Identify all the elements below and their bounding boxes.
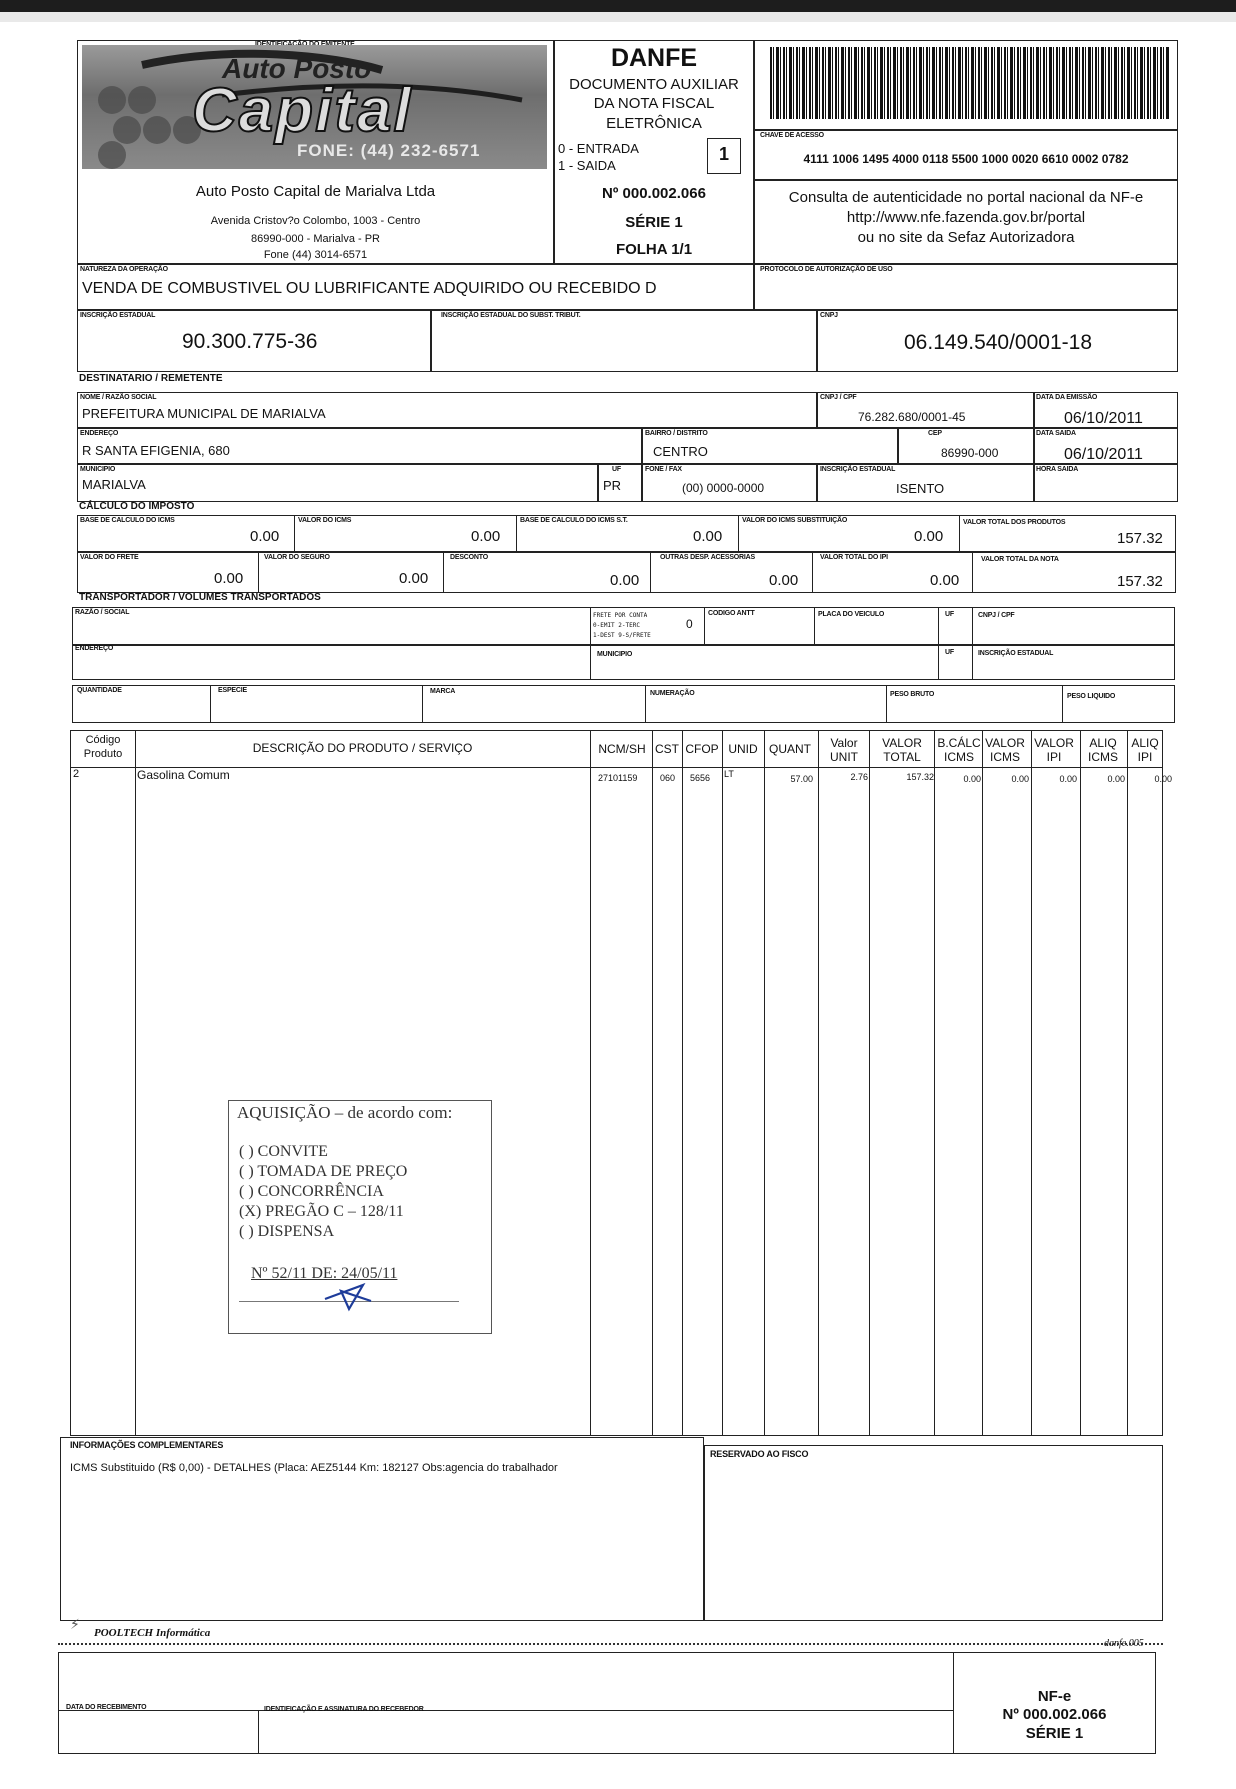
produtos-header-line xyxy=(70,767,1163,768)
destinatario-section: DESTINATARIO / REMETENTE xyxy=(79,373,223,384)
dest-cnpj-label: CNPJ / CPF xyxy=(820,394,857,401)
transportador-section: TRANSPORTADOR / VOLUMES TRANSPORTADOS xyxy=(79,592,321,603)
stamp-title: AQUISIÇÃO – de acordo com: xyxy=(237,1103,453,1122)
imposto-div-2 xyxy=(516,515,517,552)
seguro-label: VALOR DO SEGURO xyxy=(264,554,330,561)
dest-fone-label: FONE / FAX xyxy=(645,466,682,473)
row-ncm: 27101159 xyxy=(598,773,638,783)
stamp-tomada: ( ) TOMADA DE PREÇO xyxy=(239,1163,408,1180)
canhoto-div-1 xyxy=(258,1710,259,1754)
imposto-div-4 xyxy=(959,515,960,552)
produtos-col-separator xyxy=(818,730,819,1436)
stamp-dispensa: ( ) DISPENSA xyxy=(239,1223,335,1240)
dest-emissao: 06/10/2011 xyxy=(1064,410,1143,427)
total-prod: 157.32 xyxy=(1117,530,1163,547)
dest-nome: PREFEITURA MUNICIPAL DE MARIALVA xyxy=(82,406,326,421)
produtos-col-separator xyxy=(764,730,765,1436)
razao-label: RAZÃO / SOCIAL xyxy=(75,609,130,616)
imposto-div-1 xyxy=(294,515,295,552)
imposto-div-3 xyxy=(738,515,739,552)
peso-bruto-label: PESO BRUTO xyxy=(890,691,935,698)
danfe-tipo: 1 xyxy=(718,144,729,164)
emitente-name: Auto Posto Capital de Marialva Ltda xyxy=(195,183,436,200)
row-bcalc-icms: 0.00 xyxy=(963,774,981,784)
dest-cep-label: CEP xyxy=(928,430,942,437)
danfe-title: DANFE xyxy=(610,44,698,72)
produtos-col-separator xyxy=(652,730,653,1436)
transp-municipio-label: MUNICIPIO xyxy=(597,651,633,658)
frete-conta-line1: FRETE POR CONTA xyxy=(593,612,648,619)
consulta-line3: ou no site da Sefaz Autorizadora xyxy=(857,229,1075,246)
chave-label: CHAVE DE ACESSO xyxy=(760,132,824,139)
desconto: 0.00 xyxy=(610,572,640,589)
imposto-div-7 xyxy=(650,552,651,593)
col-header-valor-total: VALOR TOTAL xyxy=(882,736,922,764)
danfe-saida: 1 - SAIDA xyxy=(558,158,616,173)
col-header-unid: UNID xyxy=(728,742,758,756)
barcode xyxy=(770,47,1170,119)
row-descricao: Gasolina Comum xyxy=(137,768,230,782)
imposto-div-9 xyxy=(972,552,973,593)
subst-box xyxy=(431,310,817,372)
dest-cep: 86990-000 xyxy=(941,446,999,460)
info-text: ICMS Substituido (R$ 0,00) - DETALHES (Placa: AEZ5144 Km: 182127 Obs:agencia do trabalhador xyxy=(70,1462,558,1474)
subst-label: INSCRIÇÃO ESTADUAL DO SUBST. TRIBUT. xyxy=(441,312,581,319)
danfe-folha: FOLHA 1/1 xyxy=(615,241,693,258)
transp-uf2-label: UF xyxy=(945,649,954,656)
imposto-section: CÁLCULO DO IMPOSTO xyxy=(79,501,195,512)
row-cfop: 5656 xyxy=(690,773,711,783)
produtos-col-separator xyxy=(135,730,136,1436)
col-header-ncm: NCM/SH xyxy=(598,742,646,756)
transp-div-8 xyxy=(972,645,973,680)
canhoto-data-label: DATA DO RECEBIMENTO xyxy=(66,1704,147,1711)
consulta-line2: http://www.nfe.fazenda.gov.br/portal xyxy=(846,209,1086,226)
pooltech-label: POOLTECH Informática xyxy=(94,1627,211,1639)
produtos-col-separator xyxy=(722,730,723,1436)
produtos-col-separator xyxy=(982,730,983,1436)
danfe-serie: SÉRIE 1 xyxy=(625,214,683,231)
reservado-label: RESERVADO AO FISCO xyxy=(710,1449,809,1459)
numeracao-label: NUMERAÇÃO xyxy=(650,690,695,697)
antt-label: CODIGO ANTT xyxy=(708,610,755,617)
emitente-address: Avenida Cristov?o Colombo, 1003 - Centro xyxy=(210,215,421,227)
stamp-convite: ( ) CONVITE xyxy=(239,1143,328,1160)
col-header-codigo: Código Produto xyxy=(83,734,123,760)
valor-st-label: VALOR DO ICMS SUBSTITUIÇÃO xyxy=(742,517,848,524)
produtos-col-separator xyxy=(1031,730,1032,1436)
dest-endereco: R SANTA EFIGENIA, 680 xyxy=(82,443,230,458)
base-icms-label: BASE DE CALCULO DO ICMS xyxy=(80,517,175,524)
company-logo xyxy=(82,45,547,169)
base-st-label: BASE DE CALCULO DO ICMS S.T. xyxy=(520,517,628,524)
dest-saida-label: DATA SAIDA xyxy=(1036,430,1076,437)
transp-div-4 xyxy=(938,607,939,645)
cut-line xyxy=(58,1643,1163,1645)
col-header-aliq-icms: ALIQ ICMS xyxy=(1088,736,1118,764)
transp-uf-label: UF xyxy=(945,611,954,618)
row-valor-ipi: 0.00 xyxy=(1059,774,1077,784)
frete-label: VALOR DO FRETE xyxy=(80,554,139,561)
seguro: 0.00 xyxy=(399,570,429,587)
danfe-subtitle-2: DA NOTA FISCAL xyxy=(593,95,715,112)
danfe-code: danfe.005 xyxy=(1104,1638,1144,1649)
inscricao-value: 90.300.775-36 xyxy=(182,330,318,353)
frete: 0.00 xyxy=(214,570,244,587)
transp-cnpj-label: CNPJ / CPF xyxy=(978,612,1015,619)
dest-uf: PR xyxy=(603,478,622,493)
stamp-pregao: (X) PREGÃO C – 128/11 xyxy=(239,1203,404,1220)
total-nota: 157.32 xyxy=(1117,573,1163,590)
dest-municipio: MARIALVA xyxy=(82,477,146,492)
dest-municipio-label: MUNICIPIO xyxy=(80,466,116,473)
row-cst: 060 xyxy=(660,773,676,783)
row-valor-total: 157.32 xyxy=(906,772,934,782)
canhoto-line xyxy=(58,1710,954,1711)
row-aliq-icms: 0.00 xyxy=(1107,774,1125,784)
imposto-div-5 xyxy=(258,552,259,593)
produtos-col-separator xyxy=(934,730,935,1436)
natureza-label: NATUREZA DA OPERAÇÃO xyxy=(80,266,168,273)
danfe-subtitle-3: ELETRÔNICA xyxy=(606,115,702,132)
produtos-col-separator xyxy=(1080,730,1081,1436)
canhoto-nfe: NF-e xyxy=(1037,1688,1072,1705)
row-codigo: 2 xyxy=(73,768,80,780)
dest-cnpj: 76.282.680/0001-45 xyxy=(858,410,966,424)
frete-conta-value: 0 xyxy=(686,617,693,631)
dest-emissao-label: DATA DA EMISSÃO xyxy=(1036,394,1098,401)
transp-div-12 xyxy=(886,685,887,723)
dest-nome-label: NOME / RAZÃO SOCIAL xyxy=(80,394,157,401)
protocolo-label: PROTOCOLO DE AUTORIZAÇÃO DE USO xyxy=(760,266,893,273)
valor-st: 0.00 xyxy=(914,528,944,545)
col-header-valor-ipi: VALOR IPI xyxy=(1034,736,1074,764)
cnpj-emitente-value: 06.149.540/0001-18 xyxy=(904,331,1093,354)
canhoto-serie: SÉRIE 1 xyxy=(1025,1725,1084,1742)
frete-conta-line3: 1-DEST 9-S/FRETE xyxy=(593,632,651,639)
aquisicao-stamp xyxy=(228,1100,492,1334)
base-icms: 0.00 xyxy=(250,528,280,545)
imposto-div-6 xyxy=(443,552,444,593)
produtos-col-separator xyxy=(682,730,683,1436)
canhoto-assinatura-label: IDENTIFICAÇÃO E ASSINATURA DO RECEBEDOR xyxy=(264,1706,424,1713)
ipi-label: VALOR TOTAL DO IPI xyxy=(820,554,888,561)
emitente-phone: Fone (44) 3014-6571 xyxy=(263,249,368,261)
marca-label: MARCA xyxy=(430,688,456,695)
col-header-quant: QUANT xyxy=(769,742,811,756)
transp-div-7 xyxy=(938,645,939,680)
produtos-col-separator xyxy=(590,730,591,1436)
consulta-line1: Consulta de autenticidade no portal nacional da NF-e xyxy=(788,189,1144,206)
emitente-city: 86990-000 - Marialva - PR xyxy=(250,233,380,245)
produtos-col-separator xyxy=(1127,730,1128,1436)
dest-ie-label: INSCRIÇÃO ESTADUAL xyxy=(820,466,896,473)
frete-conta-line2: 0-EMIT 2-TERC xyxy=(593,622,640,629)
inscricao-label: INSCRIÇÃO ESTADUAL xyxy=(80,312,156,319)
stamp-signature xyxy=(321,1279,381,1315)
transp-div-11 xyxy=(645,685,646,723)
dest-hora-label: HORA SAIDA xyxy=(1036,466,1079,473)
danfe-entrada: 0 - ENTRADA xyxy=(558,141,639,156)
danfe-numero: Nº 000.002.066 xyxy=(602,185,706,202)
outras: 0.00 xyxy=(769,572,799,589)
reservado-box xyxy=(704,1445,1163,1621)
valor-icms: 0.00 xyxy=(471,528,501,545)
base-st: 0.00 xyxy=(693,528,723,545)
row-aliq-ipi: 0.00 xyxy=(1154,774,1172,784)
placa-label: PLACA DO VEICULO xyxy=(818,611,885,618)
transp-div-6 xyxy=(590,645,591,680)
pooltech-icon: ⚡ xyxy=(70,1616,80,1632)
transp-div-2 xyxy=(704,607,705,645)
stamp-numero: Nº 52/11 DE: 24/05/11 xyxy=(251,1265,398,1282)
transp-div-1 xyxy=(590,607,591,645)
col-header-bcalc-icms: B.CÁLC ICMS xyxy=(937,736,981,764)
dest-fone: (00) 0000-0000 xyxy=(682,481,765,495)
scan-edge-dark xyxy=(0,0,1236,12)
canhoto-numero: Nº 000.002.066 xyxy=(1002,1706,1107,1723)
transp-div-3 xyxy=(814,607,815,645)
danfe-subtitle-1: DOCUMENTO AUXILIAR xyxy=(569,76,739,93)
logo-phone: FONE: (44) 232-6571 xyxy=(297,141,481,160)
outras-label: OUTRAS DESP. ACESSORIAS xyxy=(660,554,755,561)
cnpj-emitente-label: CNPJ xyxy=(820,312,838,319)
dest-saida: 06/10/2011 xyxy=(1064,446,1143,463)
total-nota-label: VALOR TOTAL DA NOTA xyxy=(981,556,1059,563)
imposto-div-8 xyxy=(812,552,813,593)
transp-div-13 xyxy=(1062,685,1063,723)
natureza-value: VENDA DE COMBUSTIVEL OU LUBRIFICANTE ADQUIRIDO OU RECEBIDO D xyxy=(82,280,657,297)
valor-icms-label: VALOR DO ICMS xyxy=(298,517,352,524)
ipi: 0.00 xyxy=(930,572,960,589)
chave-value: 4111 1006 1495 4000 0118 5500 1000 0020 6610 0002 0782 xyxy=(803,152,1129,166)
col-header-valor-icms: VALOR ICMS xyxy=(985,736,1025,764)
col-header-cfop: CFOP xyxy=(685,742,719,756)
total-prod-label: VALOR TOTAL DOS PRODUTOS xyxy=(963,519,1066,526)
logo-line1: Auto Posto xyxy=(222,53,372,84)
dest-municipio-box xyxy=(77,464,598,502)
especie-label: ESPECIE xyxy=(218,687,247,694)
dest-ie: ISENTO xyxy=(896,481,945,496)
transp-div-5 xyxy=(972,607,973,645)
col-header-descricao: DESCRIÇÃO DO PRODUTO / SERVIÇO xyxy=(252,741,473,755)
dest-bairro-label: BAIRRO / DISTRITO xyxy=(645,430,708,437)
produtos-col-separator xyxy=(869,730,870,1436)
row-unid: LT xyxy=(724,769,734,779)
info-label: INFORMAÇÕES COMPLEMENTARES xyxy=(70,1440,224,1450)
transp-ie-label: INSCRIÇÃO ESTADUAL xyxy=(978,650,1054,657)
dest-bairro: CENTRO xyxy=(653,444,708,459)
transp-div-10 xyxy=(422,685,423,723)
stamp-concorrencia: ( ) CONCORRÊNCIA xyxy=(239,1183,384,1200)
col-header-cst: CST xyxy=(655,742,679,756)
row-valor-icms: 0.00 xyxy=(1011,774,1029,784)
scan-edge-light xyxy=(0,12,1236,22)
quantidade-label: QUANTIDADE xyxy=(77,687,122,694)
logo-line2: Capital xyxy=(192,76,413,145)
row-quant: 57.00 xyxy=(790,774,813,784)
transp-div-9 xyxy=(210,685,211,723)
transp-endereco-label: ENDEREÇO xyxy=(75,645,114,652)
dest-endereco-label: ENDEREÇO xyxy=(80,430,119,437)
peso-liquido-label: PESO LIQUIDO xyxy=(1067,693,1116,700)
col-header-valor-unit: Valor UNIT xyxy=(830,736,858,764)
desconto-label: DESCONTO xyxy=(450,554,488,561)
col-header-aliq-ipi: ALIQ IPI xyxy=(1131,736,1159,764)
row-valor-unit: 2.76 xyxy=(850,772,868,782)
dest-uf-label: UF xyxy=(612,466,621,473)
